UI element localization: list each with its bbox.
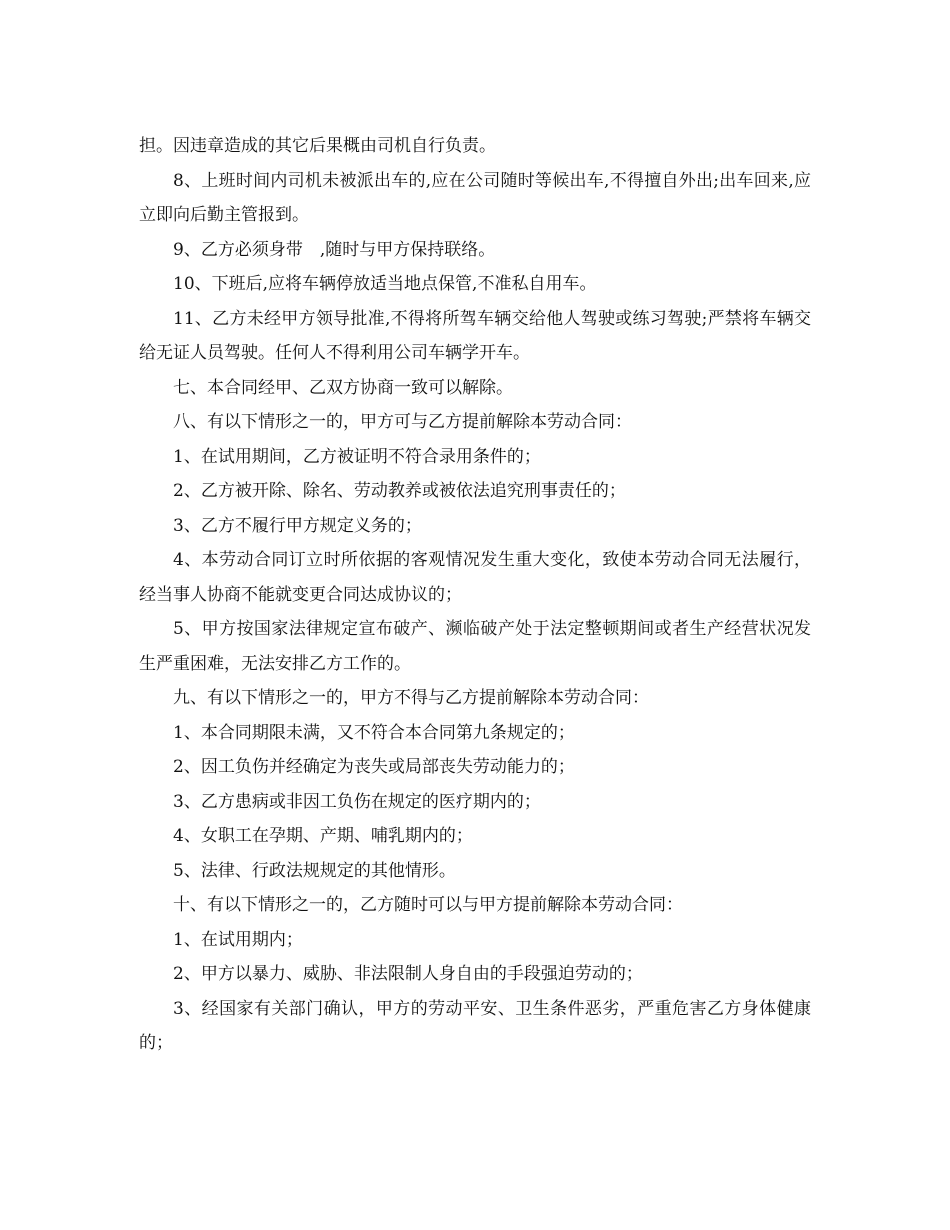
list-item: 1、在试用期间，乙方被证明不符合录用条件的； (173, 446, 541, 467)
section-heading-7: 七、本合同经甲、乙双方协商一致可以解除。 (173, 377, 513, 398)
paragraph-item-11: 11、乙方未经甲方领导批准,不得将所驾车辆交给他人驾驶或练习驾驶;严禁将车辆交给无证人员驾驶。任何人不得利用公司车辆学开车。 (139, 308, 811, 363)
list-item: 3、乙方患病或非因工负伤在规定的医疗期内的； (173, 791, 541, 812)
list-item: 2、乙方被开除、除名、劳动教养或被依法追究刑事责任的； (173, 481, 626, 501)
list-item: 2、因工负伤并经确定为丧失或局部丧失劳动能力的； (173, 757, 575, 777)
list-item: 1、本合同期限未满，又不符合本合同第九条规定的； (173, 722, 575, 743)
section-heading-10: 十、有以下情形之一的，乙方随时可以与甲方提前解除本劳动合同： (173, 895, 683, 915)
section-heading-8: 八、有以下情形之一的，甲方可与乙方提前解除本劳动合同： (173, 412, 632, 432)
document-body (139, 129, 811, 1061)
list-item: 3、乙方不履行甲方规定义务的； (173, 515, 422, 536)
list-item: 5、法律、行政法规规定的其他情形。 (173, 860, 456, 881)
paragraph-continuation: 担。因违章造成的其它后果概由司机自行负责。 (139, 136, 496, 156)
list-item: 5、甲方按国家法律规定宣布破产、濒临破产处于法定整顿期间或者生产经营状况发生严重困难，无法安排乙方工作的。 (139, 619, 811, 674)
list-item: 4、本劳动合同订立时所依据的客观情况发生重大变化，致使本劳动合同无法履行，经当事人协商不能就变更合同达成协议的； (139, 550, 811, 605)
section-heading-9: 九、有以下情形之一的，甲方不得与乙方提前解除本劳动合同： (173, 688, 649, 708)
list-item: 2、甲方以暴力、威胁、非法限制人身自由的手段强迫劳动的； (173, 964, 643, 984)
paragraph-item-8: 8、上班时间内司机未被派出车的,应在公司随时等候出车,不得擅自外出;出车回来,应立即向后勤主管报到。 (139, 170, 811, 225)
list-item: 3、经国家有关部门确认，甲方的劳动平安、卫生条件恶劣，严重危害乙方身体健康的； (139, 998, 811, 1053)
paragraph-item-9: 9、乙方必须身带 ,随时与甲方保持联络。 (173, 239, 496, 260)
list-item: 1、在试用期内； (173, 929, 303, 950)
paragraph-item-10: 10、下班后,应将车辆停放适当地点保管,不准私自用车。 (173, 274, 597, 294)
list-item: 4、女职工在孕期、产期、哺乳期内的； (173, 826, 473, 846)
